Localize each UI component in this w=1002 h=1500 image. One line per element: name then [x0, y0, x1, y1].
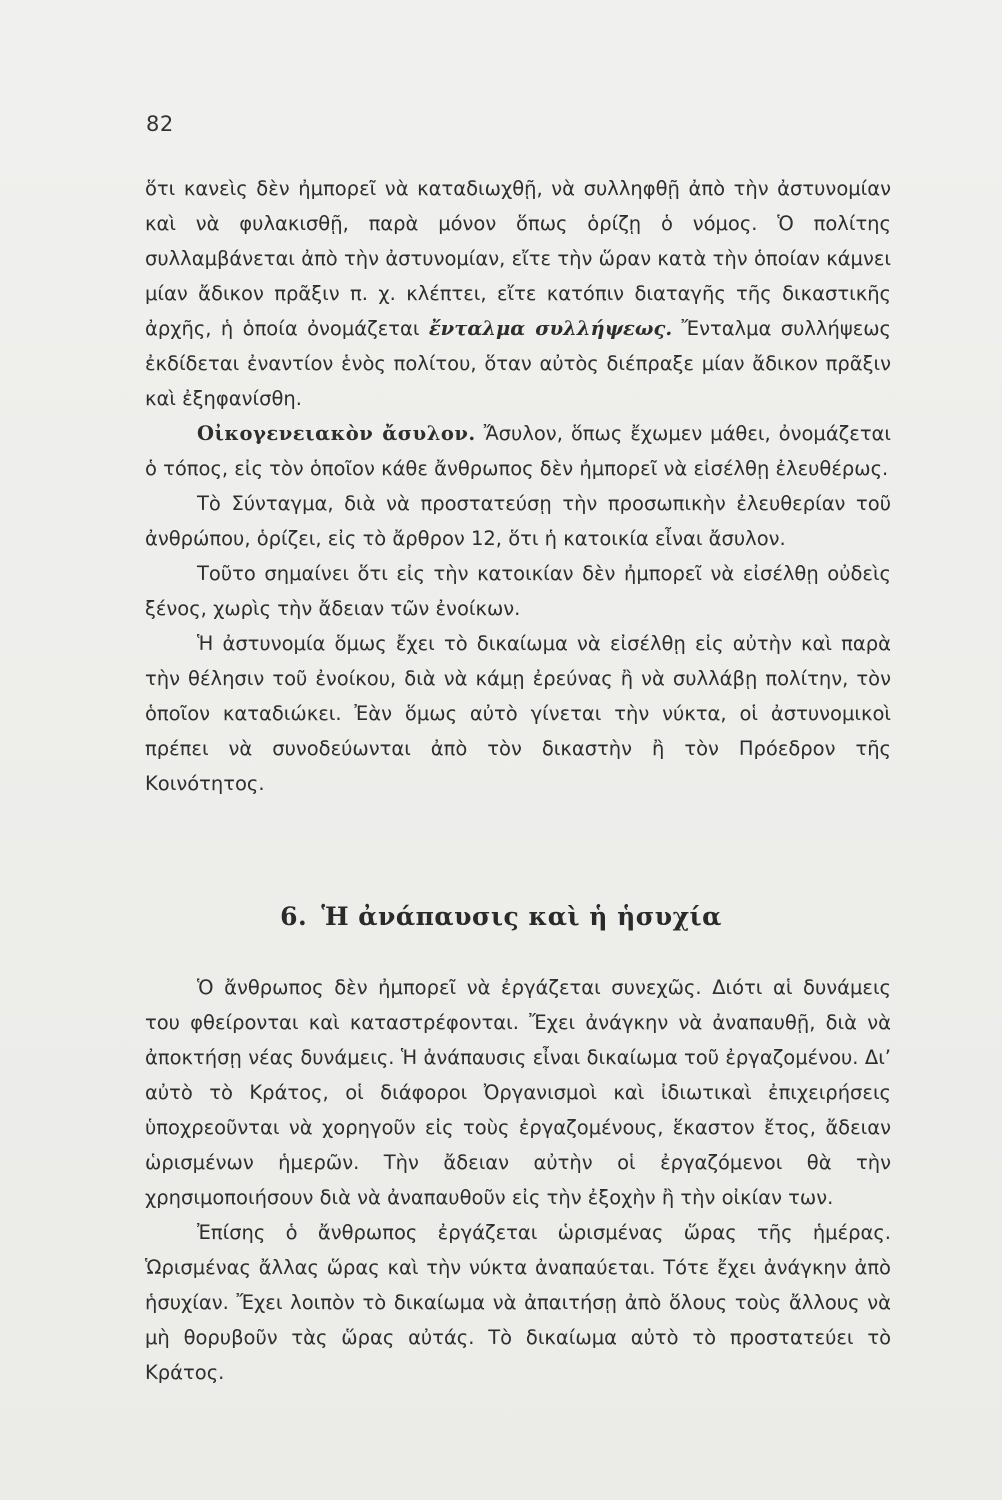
paragraph-text: ὅτι κανεὶς δὲν ἠμπορεῖ νὰ καταδιωχθῇ, νὰ συλληφθῇ ἀπὸ τὴν ἀστυνομίαν καὶ νὰ φυλακισθῇ, παρὰ μόνον ὅπως ὁρίζῃ ὁ νόμος. Ὁ πολίτης συλλαμβάνεται ἀπὸ τὴν ἀστυνομίαν, εἴτε τὴν ὥραν κατὰ τὴν ὁποίαν κάμνει μίαν ἄδικον πρᾶξιν π. χ. κλέπτει, εἴτε κατόπιν διαταγῆς τῆς δικαστικῆς ἀρχῆς, ἡ ὁποία ὀνομάζεται — [145, 177, 891, 340]
paragraph: Ἡ ἀστυνομία ὅμως ἔχει τὸ δικαίωμα νὰ εἰσέλθῃ εἰς αὐτὴν καὶ παρὰ τὴν θέλησιν τοῦ ἐνοίκου, διὰ νὰ κάμῃ ἐρεύνας ἢ νὰ συλλάβῃ πολίτην, τὸν ὁποῖον καταδιώκει. Ἐὰν ὅμως αὐτὸ γίνεται τὴν νύκτα, οἱ ἀστυνομικοὶ πρέπει νὰ συνοδεύωνται ἀπὸ τὸν δικαστὴν ἢ τὸν Πρόεδρον τῆς Κοινότητος. — [145, 632, 891, 795]
subheading-family-asylum: Οἰκογενειακὸν ἄσυλον. — [197, 422, 476, 445]
page-number: 82 — [146, 112, 174, 136]
text-block-bottom — [145, 970, 891, 1390]
paragraph: Ὁ ἄνθρωπος δὲν ἠμπορεῖ νὰ ἐργάζεται συνεχῶς. Διότι αἱ δυνάμεις του φθείρονται καὶ καταστρέφονται. Ἔχει ἀνάγκην νὰ ἀναπαυθῇ, διὰ νὰ ἀποκτήσῃ νέας δυνάμεις. Ἡ ἀνάπαυσις εἶναι δικαίωμα τοῦ ἐργαζομένου. Δι’ αὐτὸ τὸ Κράτος, οἱ διάφοροι Ὀργανισμοὶ καὶ ἰδιωτικαὶ ἐπιχειρήσεις ὑποχρεοῦνται νὰ χορηγοῦν εἰς τοὺς ἐργαζομένους, ἕκαστον ἔτος, ἄδειαν ὡρισμένων ἡμερῶν. Τὴν ἄδειαν αὐτὴν οἱ ἐργαζόμενοι θὰ τὴν χρησιμοποιήσουν διὰ νὰ ἀναπαυθοῦν εἰς τὴν ἐξοχὴν ἢ τὴν οἰκίαν των. — [145, 976, 891, 1209]
paragraph: Ἐπίσης ὁ ἄνθρωπος ἐργάζεται ὡρισμένας ὥρας τῆς ἡμέρας. Ὡρισμένας ἄλλας ὥρας καὶ τὴν νύκτα ἀναπαύεται. Τότε ἔχει ἀνάγκην ἀπὸ ἡσυχίαν. Ἔχει λοιπὸν τὸ δικαίωμα νὰ ἀπαιτήσῃ ἀπὸ ὅλους τοὺς ἄλλους νὰ μὴ θορυβοῦν τὰς ὥρας αὐτάς. Τὸ δικαίωμα αὐτὸ τὸ προστατεύει τὸ Κράτος. — [145, 1221, 891, 1384]
section-heading — [0, 902, 1002, 931]
section-title: Ἡ ἀνάπαυσις καὶ ἡ ἡσυχία — [321, 902, 722, 931]
paragraph — [145, 171, 891, 416]
paragraph: Τοῦτο σημαίνει ὅτι εἰς τὴν κατοικίαν δὲν ἠμπορεῖ νὰ εἰσέλθῃ οὐδεὶς ξένος, χωρὶς τὴν ἄδειαν τῶν ἐνοίκων. — [145, 562, 891, 620]
section-number: 6. — [280, 902, 308, 931]
paragraph-text: Ἔνταλμα συλλήψεως ἐκδίδεται ἐναντίον ἑνὸς πολίτου, ὅταν αὐτὸς διέπραξε μίαν ἄδικον πρᾶξιν καὶ ἐξηφανίσθη. — [145, 317, 892, 410]
paragraph — [145, 416, 891, 486]
text-block-top — [145, 171, 891, 801]
paragraph-text: Ἄσυλον, ὅπως ἔχωμεν μάθει, ὀνομάζεται ὁ τόπος, εἰς τὸν ὁποῖον κάθε ἄνθρωπος δὲν ἠμπορεῖ νὰ εἰσέλθῃ ἐλευθέρως. — [145, 422, 892, 480]
paragraph: Τὸ Σύνταγμα, διὰ νὰ προστατεύσῃ τὴν προσωπικὴν ἐλευθερίαν τοῦ ἀνθρώπου, ὁρίζει, εἰς τὸ ἄρθρον 12, ὅτι ἡ κατοικία εἶναι ἄσυλον. — [145, 492, 891, 550]
term-arrest-warrant: ἔνταλμα συλλήψεως. — [428, 317, 673, 340]
